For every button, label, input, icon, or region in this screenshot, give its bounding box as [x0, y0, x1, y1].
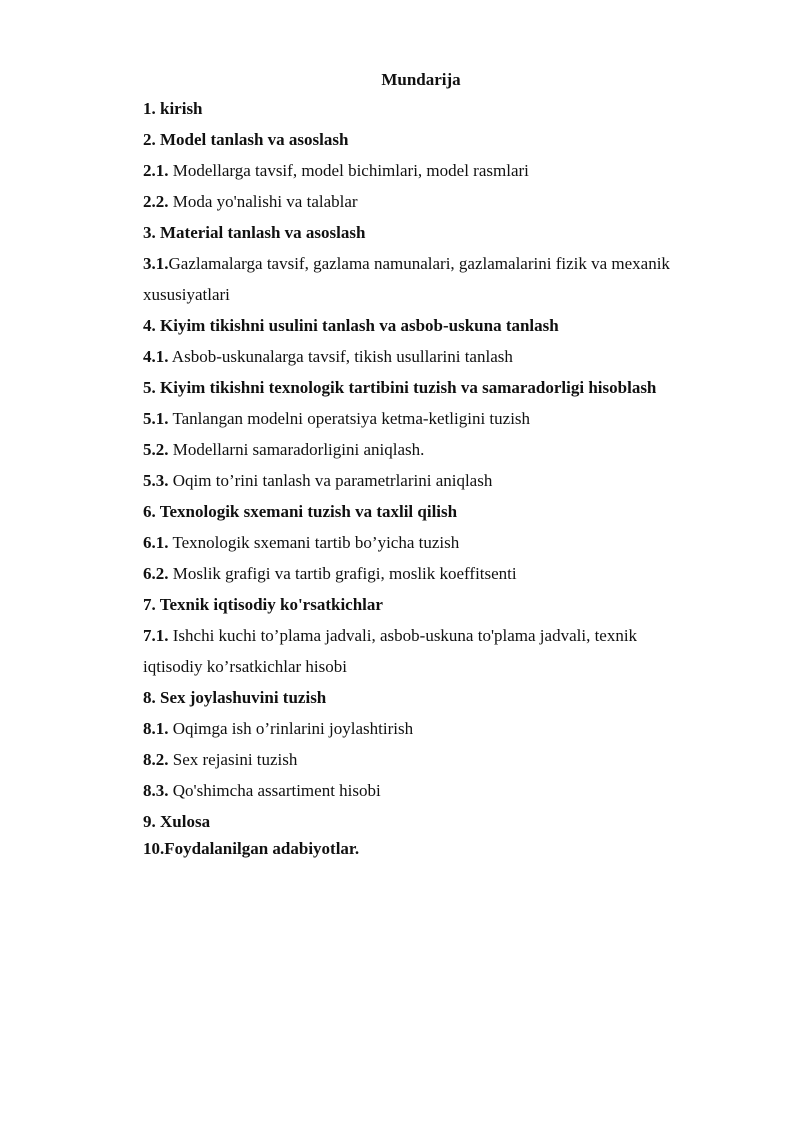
toc-item [143, 124, 743, 155]
toc-item [143, 434, 743, 465]
toc-item [143, 806, 743, 837]
toc-text: Modellarni samaradorligini aniqlash. [168, 440, 425, 459]
toc-number: 5.1. [143, 409, 169, 428]
toc-item [143, 837, 743, 861]
toc-text: xususiyatlari [143, 285, 230, 304]
toc-item [143, 558, 743, 589]
toc-item [143, 775, 743, 806]
toc-number: 8.2. [143, 750, 169, 769]
toc-text: Kiyim tikishni usulini tanlash va asbob-uskuna tanlash [155, 316, 559, 335]
toc-item [143, 744, 743, 775]
toc-text: kirish [155, 99, 203, 118]
toc-item [143, 403, 743, 434]
toc-number: 8. [143, 688, 156, 707]
toc-number: 4.1. [143, 347, 169, 366]
toc-item [143, 93, 743, 124]
toc-item [143, 589, 743, 620]
toc-number: 2. [143, 130, 156, 149]
toc-item [143, 155, 743, 186]
toc-number: 1. [143, 99, 156, 118]
toc-item [143, 496, 743, 527]
toc-number: 4. [143, 316, 156, 335]
toc-text: Oqimga ish o’rinlarini joylashtirish [168, 719, 414, 738]
toc-item [143, 682, 743, 713]
toc-item [143, 217, 743, 248]
toc-number: 3. [143, 223, 156, 242]
toc-text: Foydalanilgan adabiyotlar. [164, 839, 360, 858]
toc-item [143, 713, 743, 744]
toc-number: 5.3. [143, 471, 169, 490]
toc-number: 9. [143, 812, 156, 831]
toc-text: Kiyim tikishni texnologik tartibini tuzish va samaradorligi hisoblash [155, 378, 657, 397]
toc-text: Texnologik sxemani tartib bo’yicha tuzish [168, 533, 460, 552]
toc-number: 6.2. [143, 564, 169, 583]
toc-text: Moda yo'nalishi va talablar [168, 192, 358, 211]
toc-number: 8.3. [143, 781, 169, 800]
toc-text: iqtisodiy ko’rsatkichlar hisobi [143, 657, 347, 676]
toc-text: Qo'shimcha assartiment hisobi [168, 781, 381, 800]
toc-number: 10. [143, 839, 165, 858]
toc-number: 8.1. [143, 719, 169, 738]
toc-item-continuation [143, 279, 743, 310]
toc-number: 7. [143, 595, 156, 614]
toc-text: Gazlamalarga tavsif, gazlama namunalari, gazlamalarini fizik va mexanik [168, 254, 670, 273]
toc-item [143, 465, 743, 496]
toc-text: Material tanlash va asoslash [155, 223, 366, 242]
toc-item [143, 620, 743, 651]
toc-text: Tanlangan modelni operatsiya ketma-ketligini tuzish [168, 409, 531, 428]
toc-item [143, 186, 743, 217]
toc-text: Texnik iqtisodiy ko'rsatkichlar [155, 595, 383, 614]
toc-item-continuation [143, 651, 743, 682]
toc-number: 3.1. [143, 254, 169, 273]
toc-text: Asbob-uskunalarga tavsif, tikish usullarini tanlash [168, 347, 513, 366]
toc-number: 5. [143, 378, 156, 397]
toc-item [143, 248, 743, 279]
toc-item [143, 310, 743, 341]
toc-number: 6.1. [143, 533, 169, 552]
toc-text: Model tanlash va asoslash [155, 130, 349, 149]
toc-text: Texnologik sxemani tuzish va taxlil qilish [155, 502, 458, 521]
toc-text: Xulosa [155, 812, 211, 831]
toc-text: Modellarga tavsif, model bichimlari, model rasmlari [168, 161, 529, 180]
toc-number: 6. [143, 502, 156, 521]
toc-number: 7.1. [143, 626, 169, 645]
toc-text: Sex joylashuvini tuzish [155, 688, 327, 707]
toc-text: Sex rejasini tuzish [168, 750, 298, 769]
toc-number: 2.1. [143, 161, 169, 180]
toc-item [143, 341, 743, 372]
toc-number: 5.2. [143, 440, 169, 459]
toc-text: Ishchi kuchi to’plama jadvali, asbob-uskuna to'plama jadvali, texnik [168, 626, 638, 645]
table-of-contents [143, 93, 743, 861]
toc-item [143, 372, 743, 403]
toc-number: 2.2. [143, 192, 169, 211]
toc-item [143, 527, 743, 558]
toc-text: Oqim to’rini tanlash va parametrlarini aniqlash [168, 471, 493, 490]
toc-text: Moslik grafigi va tartib grafigi, moslik koeffitsenti [168, 564, 517, 583]
page-title: Mundarija [381, 70, 461, 89]
